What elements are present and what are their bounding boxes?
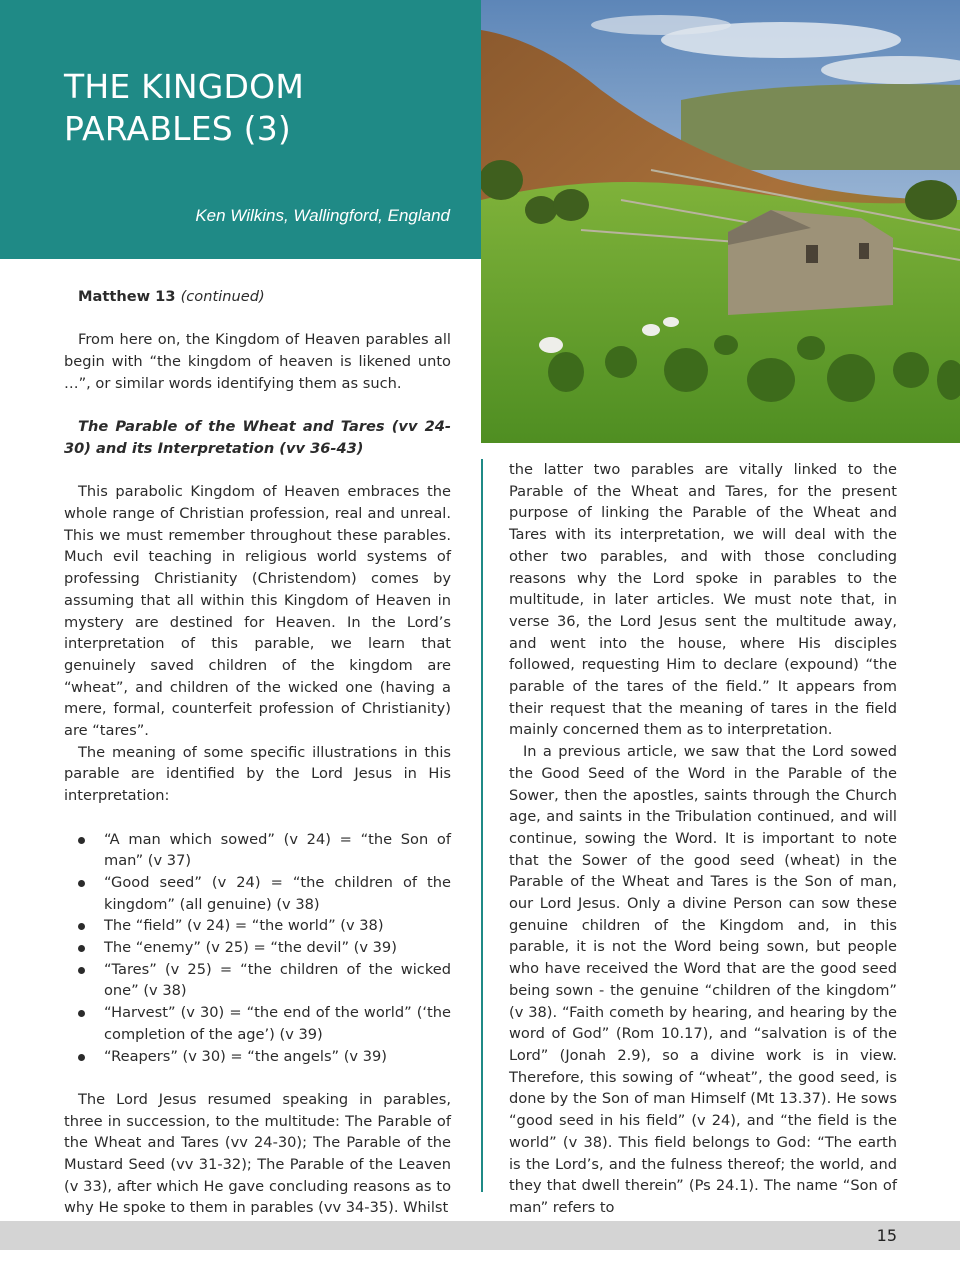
body-paragraph: The meaning of some specific illustrations in this parable are identified by the Lord Jesus in His interpretation: — [64, 743, 451, 805]
scripture-heading — [64, 286, 451, 308]
body-paragraph: This parabolic Kingdom of Heaven embraces the whole range of Christian profession, real and unreal. This we must remember throughout these parables. Much evil teaching in religious world systems of professing Christianity (Christendom) comes by assuming that all within this Kingdom of Heaven in mystery are destined for Heaven. In the Lord’s interpretation of this parable, we learn that genuinely saved children of the kingdom are “wheat”, and children of the wicked one (having a mere, formal, counterfeit profession of Christianity) are “tares”. — [64, 483, 451, 740]
list-item: “Tares” (v 25) = “the children of the wicked one” (v 38) — [64, 959, 451, 1002]
article-title: THE KINGDOM PARABLES (3) — [64, 67, 304, 148]
list-item: The “field” (v 24) = “the world” (v 38) — [64, 915, 451, 937]
scripture-reference: Matthew 13 — [78, 288, 176, 305]
list-item: “A man which sowed” (v 24) = “the Son of man” (v 37) — [64, 829, 451, 872]
list-item: The “enemy” (v 25) = “the devil” (v 39) — [64, 937, 451, 959]
section-subheading: The Parable of the Wheat and Tares (vv 24-30) and its Interpretation (vv 36-43) — [64, 418, 451, 457]
right-column — [509, 459, 897, 1219]
page-number: 15 — [876, 1226, 897, 1245]
list-item: “Harvest” (v 30) = “the end of the world” (‘the completion of the age’) (v 39) — [64, 1002, 451, 1045]
landscape-photo — [481, 0, 960, 443]
article-author: Ken Wilkins, Wallingford, England — [195, 206, 450, 225]
title-banner — [0, 0, 481, 259]
body-paragraph: In a previous article, we saw that the Lord sowed the Good Seed of the Word in the Parable of the Sower, then the apostles, saints through the Church age, and saints in the Tribulation continued, and will continue, sowing the Word. It is important to note that the Sower of the good seed (wheat) in the Parable of the Wheat and Tares is the Son of man, our Lord Jesus. Only a divine Person can sow these genuine children of the Kingdom and, in this parable, it is not the Word being sown, but people who have received the Word that are the good seed being sown - the genuine “children of the kingdom” (v 38). “Faith cometh by hearing, and hearing by the word of God” (Rom 10.17), and “salvation is of the Lord” (Jonah 2.9), so a divine work is in view. Therefore, this sowing of “wheat”, the good seed, is done by the Son of man Himself (Mt 13.37). He sows “good seed in his field” (v 24), and “the field is the world” (v 38). This field belongs to God: “The earth is the Lord’s, and the fulness thereof; the world, and they that dwell therein” (Ps 24.1). The name “Son of man” refers to — [509, 743, 897, 1216]
left-column — [64, 286, 451, 1219]
column-divider — [481, 459, 483, 1192]
list-item: “Reapers” (v 30) = “the angels” (v 39) — [64, 1046, 451, 1068]
illustration-list — [64, 829, 451, 1068]
continued-note: (continued) — [180, 288, 265, 305]
body-paragraph: the latter two parables are vitally linked to the Parable of the Wheat and Tares, for the present purpose of linking the Parable of the Wheat and Tares with its interpretation, we will deal with the other two parables, and with those concluding reasons why the Lord spoke in parables to the multitude, in later articles. We must note that, in verse 36, the Lord Jesus sent the multitude away, and went into the house, where His disciples followed, requesting Him to declare (expound) “the parable of the tares of the field.” It appears from their request that the meaning of tares in the field mainly concerned them as to interpretation. — [509, 461, 897, 739]
intro-paragraph: From here on, the Kingdom of Heaven parables all begin with “the kingdom of heaven is likened unto …”, or similar words identifying them as such. — [64, 331, 451, 392]
footer-bar — [0, 1221, 960, 1250]
body-paragraph: The Lord Jesus resumed speaking in parables, three in succession, to the multitude: The Parable of the Wheat and Tares (vv 24-30); The Parable of the Mustard Seed (vv 31-32); The Parable of the Leaven (v 33), after which He gave concluding reasons as to why He spoke to them in parables (vv 34-35). Whilst — [64, 1090, 451, 1217]
list-item: “Good seed” (v 24) = “the children of the kingdom” (all genuine) (v 38) — [64, 872, 451, 915]
